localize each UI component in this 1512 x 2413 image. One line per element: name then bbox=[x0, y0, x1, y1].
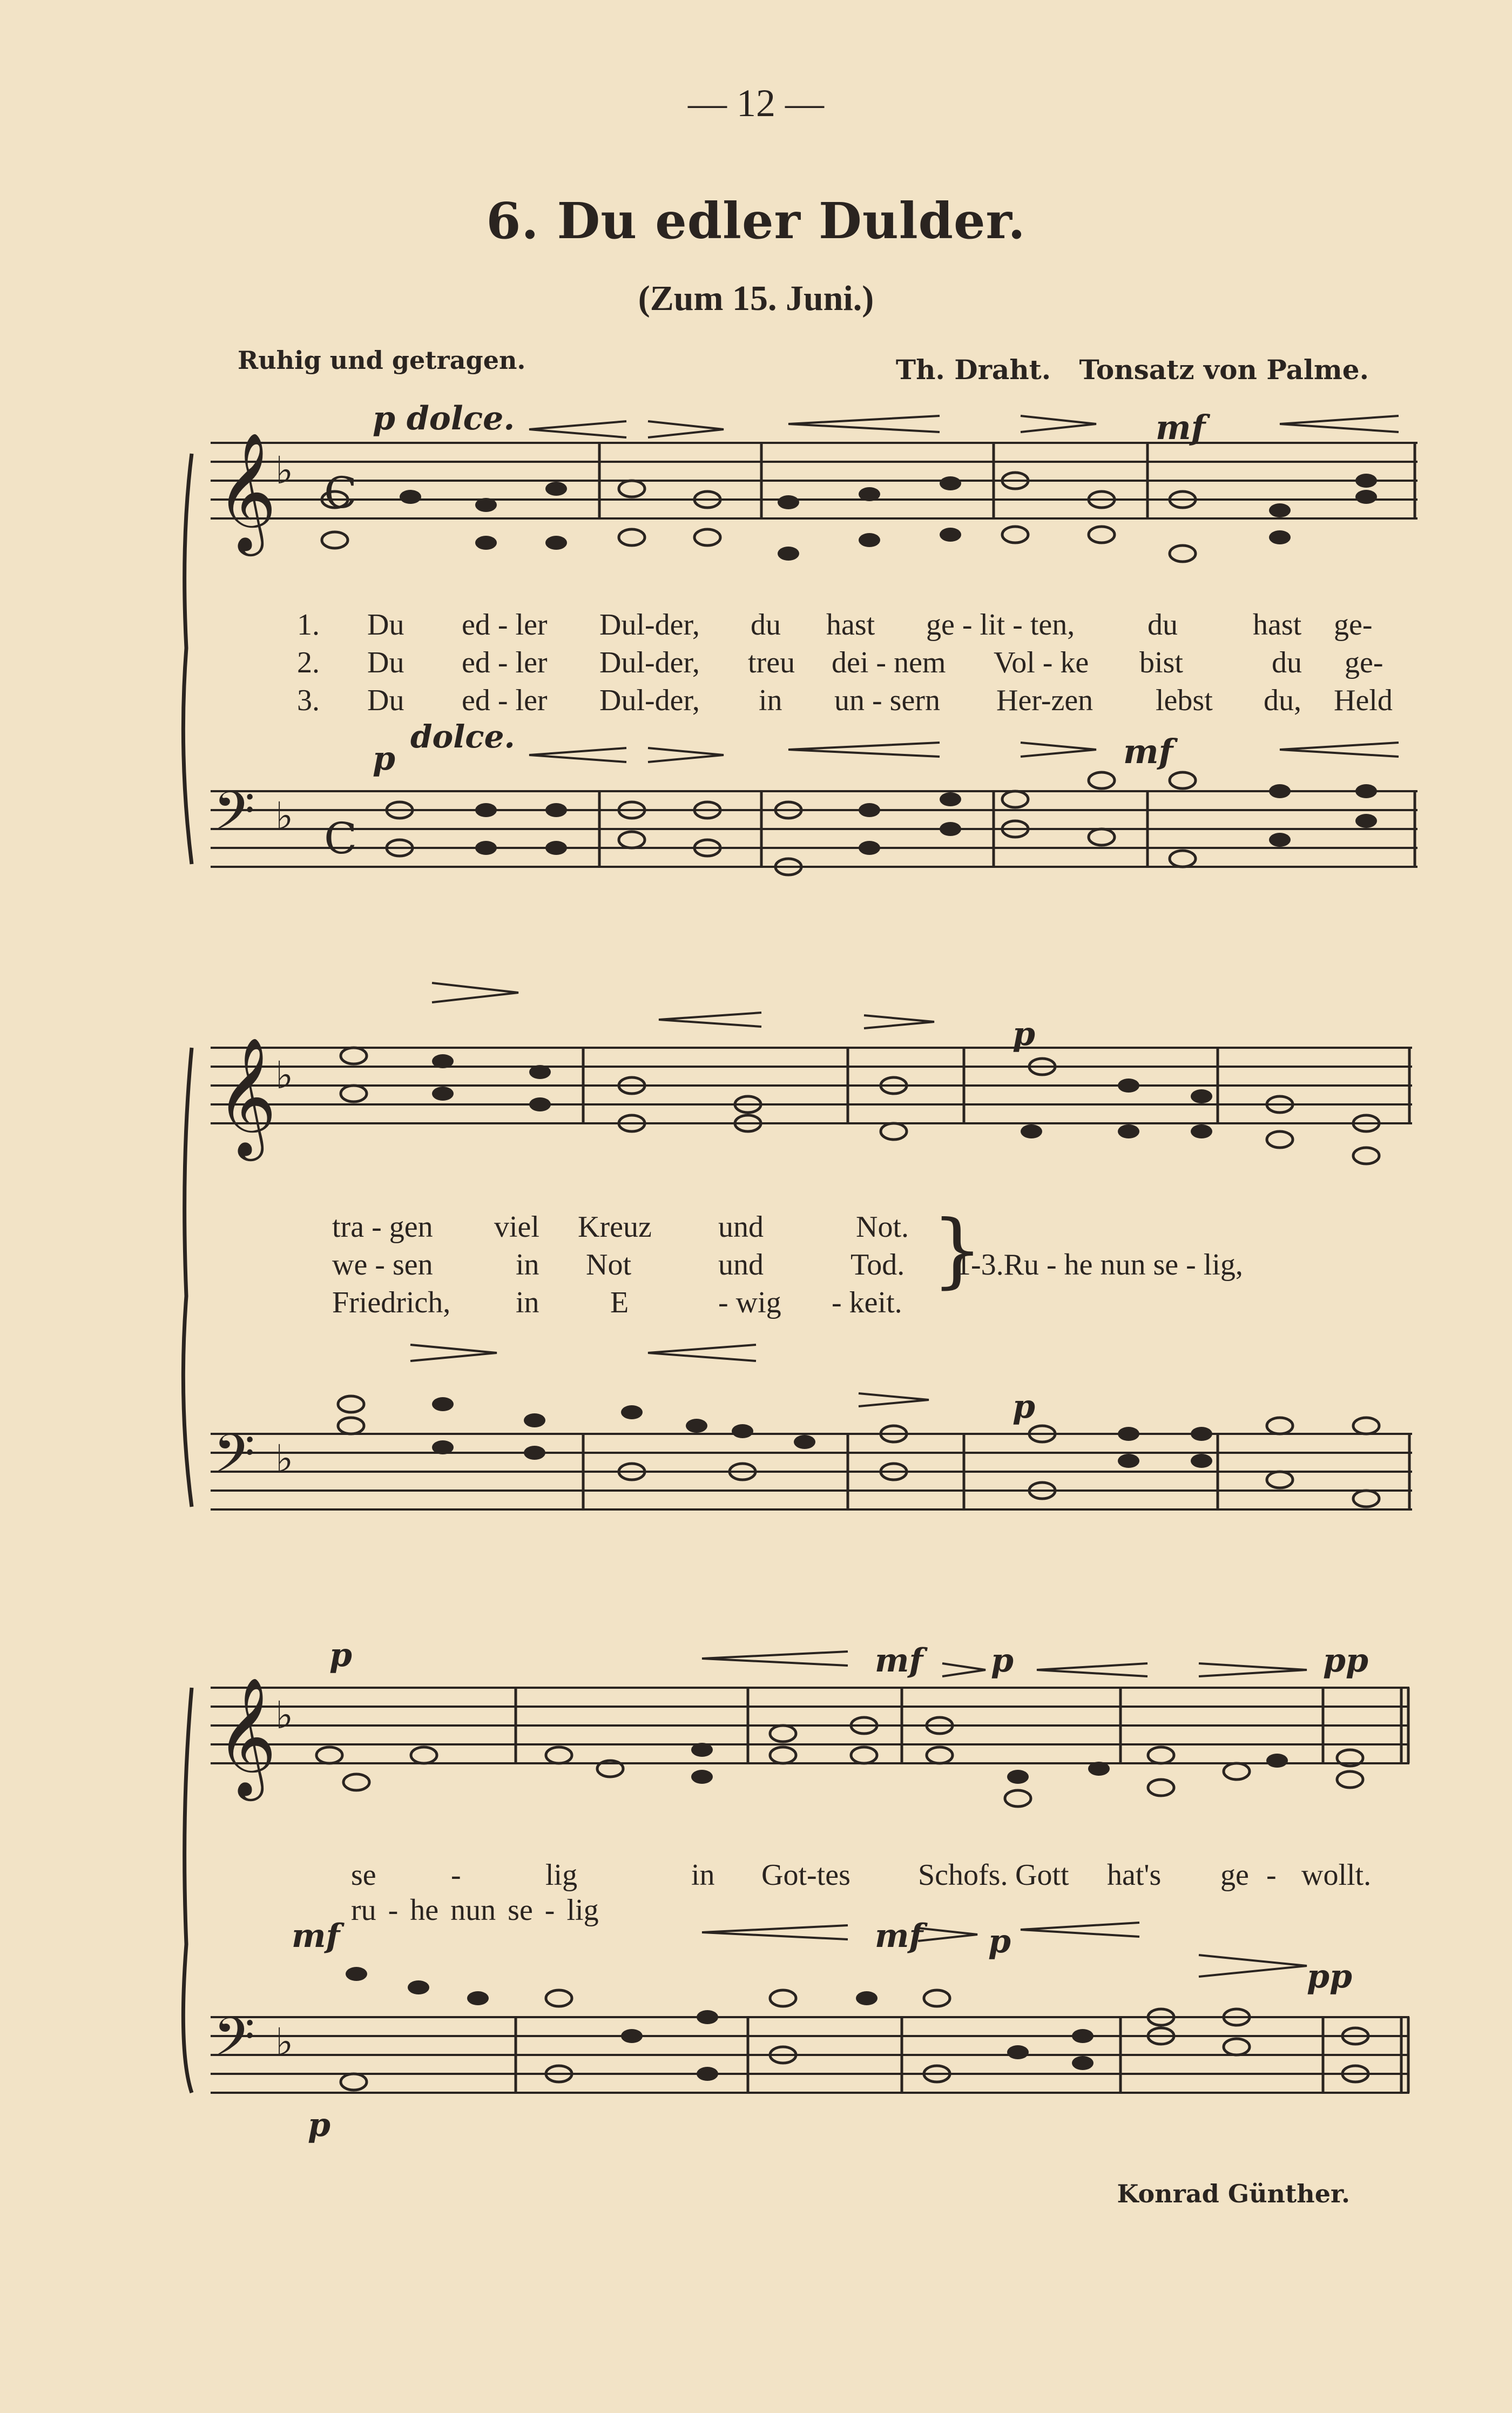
lyric: Tod. bbox=[850, 1248, 905, 1282]
page-number: — 12 — bbox=[688, 82, 824, 125]
note bbox=[545, 803, 567, 817]
lyric: we - sen bbox=[332, 1248, 433, 1282]
note bbox=[1021, 1124, 1042, 1138]
lyric: Friedrich, bbox=[332, 1286, 451, 1319]
verse-bracket: } bbox=[932, 1203, 983, 1297]
lyric: - wig bbox=[718, 1286, 781, 1319]
lyric: lebst bbox=[1156, 684, 1213, 717]
dynamic-mf: mf bbox=[875, 1917, 923, 1955]
note bbox=[697, 2010, 718, 2024]
half-note bbox=[770, 1726, 796, 1742]
system-2-treble-half-notes bbox=[341, 1048, 1379, 1164]
note bbox=[1269, 784, 1291, 798]
lyric: ed - ler bbox=[462, 608, 548, 642]
note bbox=[475, 536, 497, 550]
crescendo-hairpin bbox=[1280, 416, 1399, 432]
note bbox=[1118, 1079, 1139, 1093]
half-note bbox=[619, 481, 645, 497]
system-3-treble-staff bbox=[211, 1688, 1409, 1763]
note bbox=[732, 1424, 753, 1438]
lyric: wollt. bbox=[1301, 1858, 1372, 1892]
decrescendo-hairpin bbox=[648, 421, 724, 437]
bass-clef-icon: 𝄢 bbox=[213, 780, 255, 855]
lyric: in bbox=[691, 1858, 715, 1892]
decrescendo-hairpin bbox=[1199, 1663, 1307, 1676]
half-note bbox=[770, 1747, 796, 1763]
lyric: E bbox=[610, 1286, 629, 1319]
decrescendo-hairpin bbox=[942, 1663, 986, 1676]
lyric: hast bbox=[1253, 608, 1302, 642]
half-note bbox=[881, 1123, 907, 1140]
crescendo-hairpin bbox=[702, 1652, 848, 1666]
flat-icon: ♭ bbox=[275, 1053, 294, 1097]
note bbox=[1269, 833, 1291, 847]
note bbox=[1007, 2045, 1029, 2059]
lyric: in bbox=[759, 684, 782, 717]
half-note bbox=[851, 1747, 877, 1763]
note bbox=[1269, 530, 1291, 544]
dynamic-pp: pp bbox=[1323, 1642, 1368, 1680]
half-note bbox=[546, 1990, 572, 2006]
note bbox=[1007, 1770, 1029, 1784]
half-note bbox=[1089, 829, 1115, 845]
dynamic-mf: mf bbox=[1156, 408, 1206, 447]
crescendo-hairpin bbox=[788, 743, 940, 757]
system-3-brace bbox=[183, 1688, 192, 2093]
system-1-bass-half-notes bbox=[387, 772, 1196, 875]
half-note bbox=[1089, 527, 1115, 543]
note bbox=[856, 1991, 878, 2005]
note bbox=[1266, 1754, 1288, 1768]
lyric: - keit. bbox=[832, 1286, 902, 1319]
verse-number: 3. bbox=[297, 684, 320, 717]
decrescendo-hairpin bbox=[1021, 743, 1096, 757]
note bbox=[1072, 2056, 1094, 2070]
half-note bbox=[1224, 2039, 1250, 2055]
note bbox=[1118, 1124, 1139, 1138]
dynamic-pp: pp bbox=[1307, 1958, 1352, 1996]
refrain-lyric: 1-3.Ru - he nun se - lig, bbox=[956, 1248, 1243, 1282]
lyric: Vol - ke bbox=[994, 646, 1089, 679]
common-time-icon: C bbox=[324, 468, 357, 518]
lyric: bist bbox=[1139, 646, 1183, 679]
lyric: in bbox=[516, 1248, 539, 1282]
note bbox=[529, 1097, 551, 1111]
crescendo-hairpin bbox=[529, 748, 626, 762]
dynamic-p: p bbox=[991, 1642, 1014, 1680]
half-note bbox=[341, 2074, 367, 2090]
note bbox=[1355, 490, 1377, 504]
note bbox=[1191, 1454, 1212, 1468]
flat-icon: ♭ bbox=[275, 1693, 294, 1737]
system-2 bbox=[183, 983, 1412, 1509]
half-note bbox=[770, 1990, 796, 2006]
half-note bbox=[924, 1990, 950, 2006]
lyric: Schofs. bbox=[918, 1858, 1008, 1892]
lyric: dei - nem bbox=[832, 646, 946, 679]
treble-clef-icon: 𝄞 bbox=[216, 432, 277, 551]
lyric: treu bbox=[748, 646, 795, 679]
lyric: du bbox=[1148, 608, 1178, 642]
half-note bbox=[927, 1747, 953, 1763]
lyric: Got-tes bbox=[761, 1858, 850, 1892]
dynamic-mf: mf bbox=[292, 1917, 340, 1955]
lyric: du bbox=[751, 608, 781, 642]
song-subtitle: (Zum 15. Juni.) bbox=[638, 279, 874, 318]
crescendo-hairpin bbox=[1037, 1663, 1148, 1676]
half-note bbox=[411, 1747, 437, 1763]
half-note bbox=[1002, 791, 1028, 807]
bass-clef-icon: 𝄢 bbox=[213, 2006, 255, 2081]
arranger: Tonsatz von Palme. bbox=[1079, 354, 1369, 386]
crescendo-hairpin bbox=[788, 416, 940, 432]
half-note bbox=[694, 529, 720, 545]
lyric: Not bbox=[586, 1248, 631, 1282]
dynamic-p: p bbox=[1013, 1015, 1035, 1053]
lyric: und bbox=[718, 1248, 764, 1282]
decrescendo-hairpin bbox=[1199, 1955, 1307, 1977]
lyric: und bbox=[718, 1210, 764, 1244]
dynamic-dolce: dolce. bbox=[410, 718, 515, 755]
lyric: Du bbox=[367, 646, 404, 679]
note bbox=[859, 841, 880, 855]
lyric: Du bbox=[367, 684, 404, 717]
lyric: ed - ler bbox=[462, 684, 548, 717]
lyric: Held bbox=[1334, 684, 1393, 717]
note bbox=[400, 490, 421, 504]
note bbox=[697, 2067, 718, 2081]
half-note bbox=[1353, 1491, 1379, 1507]
decrescendo-hairpin bbox=[648, 748, 724, 762]
lyric: - bbox=[451, 1858, 461, 1892]
verse-number: 2. bbox=[297, 646, 320, 679]
system-1-bass-notes bbox=[475, 784, 1377, 855]
decrescendo-hairpin bbox=[918, 1928, 977, 1941]
note bbox=[621, 1405, 643, 1419]
dynamic-p: p bbox=[373, 740, 395, 778]
system-3-bass-notes bbox=[346, 1967, 1094, 2081]
note bbox=[432, 1054, 454, 1068]
half-note bbox=[316, 1747, 342, 1763]
note bbox=[475, 498, 497, 512]
note bbox=[859, 533, 880, 547]
lyric: - bbox=[1266, 1858, 1277, 1892]
bass-clef-icon: 𝄢 bbox=[213, 1423, 255, 1498]
song-number: 6. bbox=[486, 192, 539, 250]
lyric: se bbox=[351, 1858, 376, 1892]
half-note bbox=[1267, 1472, 1293, 1488]
decrescendo-hairpin bbox=[410, 1345, 497, 1361]
note bbox=[778, 495, 799, 509]
note bbox=[691, 1770, 713, 1784]
half-note bbox=[322, 532, 348, 548]
system-1-treble-staff bbox=[211, 443, 1418, 518]
crescendo-hairpin bbox=[1280, 743, 1399, 757]
note bbox=[940, 528, 961, 542]
lyric: ge bbox=[1220, 1858, 1249, 1892]
decrescendo-hairpin bbox=[1021, 416, 1096, 432]
flat-icon: ♭ bbox=[275, 448, 294, 493]
note bbox=[346, 1967, 367, 1981]
half-note bbox=[1267, 1418, 1293, 1434]
dynamic-p: p bbox=[308, 2106, 330, 2144]
note bbox=[859, 803, 880, 817]
note bbox=[794, 1435, 815, 1449]
note bbox=[475, 841, 497, 855]
half-note bbox=[1089, 772, 1115, 788]
system-2-treble-staff bbox=[211, 1048, 1412, 1123]
note bbox=[1191, 1089, 1212, 1103]
dynamic-mf: mf bbox=[1123, 732, 1173, 771]
half-note bbox=[1337, 1771, 1363, 1788]
half-note bbox=[1148, 1780, 1174, 1796]
half-note bbox=[1148, 1747, 1174, 1763]
lyric: ge - lit - ten, bbox=[926, 608, 1075, 642]
half-note bbox=[1170, 772, 1196, 788]
half-note bbox=[619, 832, 645, 848]
note bbox=[432, 1397, 454, 1411]
decrescendo-hairpin bbox=[859, 1393, 929, 1406]
lyric: Not. bbox=[856, 1210, 909, 1244]
half-note bbox=[1002, 527, 1028, 543]
lyric: hast bbox=[826, 608, 875, 642]
note bbox=[1118, 1427, 1139, 1441]
half-note bbox=[341, 1086, 367, 1102]
crescendo-hairpin bbox=[1021, 1923, 1139, 1937]
note bbox=[1088, 1762, 1110, 1776]
note bbox=[432, 1440, 454, 1454]
note bbox=[1191, 1124, 1212, 1138]
half-note bbox=[546, 1747, 572, 1763]
lyric: tra - gen bbox=[332, 1210, 433, 1244]
crescendo-hairpin bbox=[659, 1013, 761, 1027]
note bbox=[1072, 2029, 1094, 2043]
note bbox=[1355, 474, 1377, 488]
note bbox=[545, 536, 567, 550]
note bbox=[545, 482, 567, 496]
note bbox=[778, 547, 799, 561]
note bbox=[940, 822, 961, 836]
decrescendo-hairpin bbox=[432, 983, 518, 1002]
note bbox=[529, 1065, 551, 1079]
lyric: Du bbox=[367, 608, 404, 642]
note bbox=[475, 803, 497, 817]
lyric: ge- bbox=[1334, 608, 1373, 642]
lyric: du bbox=[1272, 646, 1302, 679]
note bbox=[432, 1087, 454, 1101]
composer: Konrad Günther. bbox=[1117, 2179, 1350, 2208]
note bbox=[1269, 503, 1291, 517]
note bbox=[524, 1446, 545, 1460]
system-3-bass-half-notes bbox=[341, 1990, 1368, 2090]
lyric: ed - ler bbox=[462, 646, 548, 679]
note bbox=[859, 487, 880, 501]
note bbox=[1191, 1427, 1212, 1441]
crescendo-hairpin bbox=[648, 1345, 756, 1361]
note bbox=[940, 792, 961, 806]
dynamic-mf: mf bbox=[875, 1642, 923, 1680]
lyric: Dul-der, bbox=[599, 646, 700, 679]
lyric: Her-zen bbox=[996, 684, 1094, 717]
note bbox=[691, 1743, 713, 1757]
crescendo-hairpin bbox=[702, 1925, 848, 1939]
half-note bbox=[1353, 1148, 1379, 1164]
system-2-brace bbox=[183, 1048, 192, 1507]
lyric: Dul-der, bbox=[599, 608, 700, 642]
note bbox=[1355, 814, 1377, 828]
lyric: Gott bbox=[1015, 1858, 1069, 1892]
lyric: Kreuz bbox=[578, 1210, 652, 1244]
note bbox=[1355, 784, 1377, 798]
half-note bbox=[1170, 545, 1196, 562]
system-1-brace bbox=[183, 454, 192, 864]
flat-icon: ♭ bbox=[275, 1437, 294, 1481]
lyric: viel bbox=[494, 1210, 539, 1244]
half-note bbox=[1005, 1790, 1031, 1807]
lyricist: Th. Draht. bbox=[895, 354, 1051, 386]
half-note bbox=[1224, 1763, 1250, 1780]
flat-icon: ♭ bbox=[275, 2020, 294, 2064]
crescendo-hairpin bbox=[529, 421, 626, 437]
system-2-bass-notes bbox=[432, 1397, 1212, 1468]
note bbox=[408, 1980, 429, 1994]
lyric: hat's bbox=[1107, 1858, 1162, 1892]
verse-number: 1. bbox=[297, 608, 320, 642]
note bbox=[524, 1413, 545, 1427]
lyric-line-2: ru - he nun se - lig bbox=[351, 1893, 599, 1927]
dynamic-p: p bbox=[988, 1923, 1011, 1960]
note bbox=[545, 841, 567, 855]
half-note bbox=[341, 1048, 367, 1064]
lyric: Dul-der, bbox=[599, 684, 700, 717]
flat-icon: ♭ bbox=[275, 794, 294, 838]
treble-clef-icon: 𝄞 bbox=[216, 1036, 277, 1156]
half-note bbox=[338, 1418, 364, 1434]
half-note bbox=[1170, 851, 1196, 867]
half-note bbox=[619, 529, 645, 545]
decrescendo-hairpin bbox=[864, 1015, 934, 1028]
lyric: lig bbox=[545, 1858, 578, 1892]
system-1-treble-notes bbox=[400, 474, 1377, 561]
dynamic-p: p bbox=[329, 1636, 352, 1674]
note bbox=[940, 476, 961, 490]
note bbox=[621, 2029, 643, 2043]
system-1-treble-half-notes bbox=[322, 473, 1196, 562]
common-time-icon: C bbox=[324, 813, 357, 864]
note bbox=[467, 1991, 489, 2005]
note bbox=[686, 1419, 707, 1433]
lyric: du, bbox=[1264, 684, 1301, 717]
dynamic-p-dolce: p dolce. bbox=[373, 400, 515, 437]
lyric: un - sern bbox=[834, 684, 940, 717]
song-title-text: Du edler Dulder. bbox=[557, 192, 1026, 250]
note bbox=[1118, 1454, 1139, 1468]
lyric: in bbox=[516, 1286, 539, 1319]
half-note bbox=[1267, 1131, 1293, 1148]
half-note bbox=[1353, 1418, 1379, 1434]
tempo-marking: Ruhig und getragen. bbox=[238, 346, 526, 375]
treble-clef-icon: 𝄞 bbox=[216, 1676, 277, 1796]
system-3-treble-half-notes bbox=[316, 1717, 1363, 1807]
half-note bbox=[343, 1774, 369, 1790]
half-note bbox=[338, 1396, 364, 1412]
lyric: ge- bbox=[1345, 646, 1383, 679]
dynamic-p: p bbox=[1013, 1388, 1035, 1426]
